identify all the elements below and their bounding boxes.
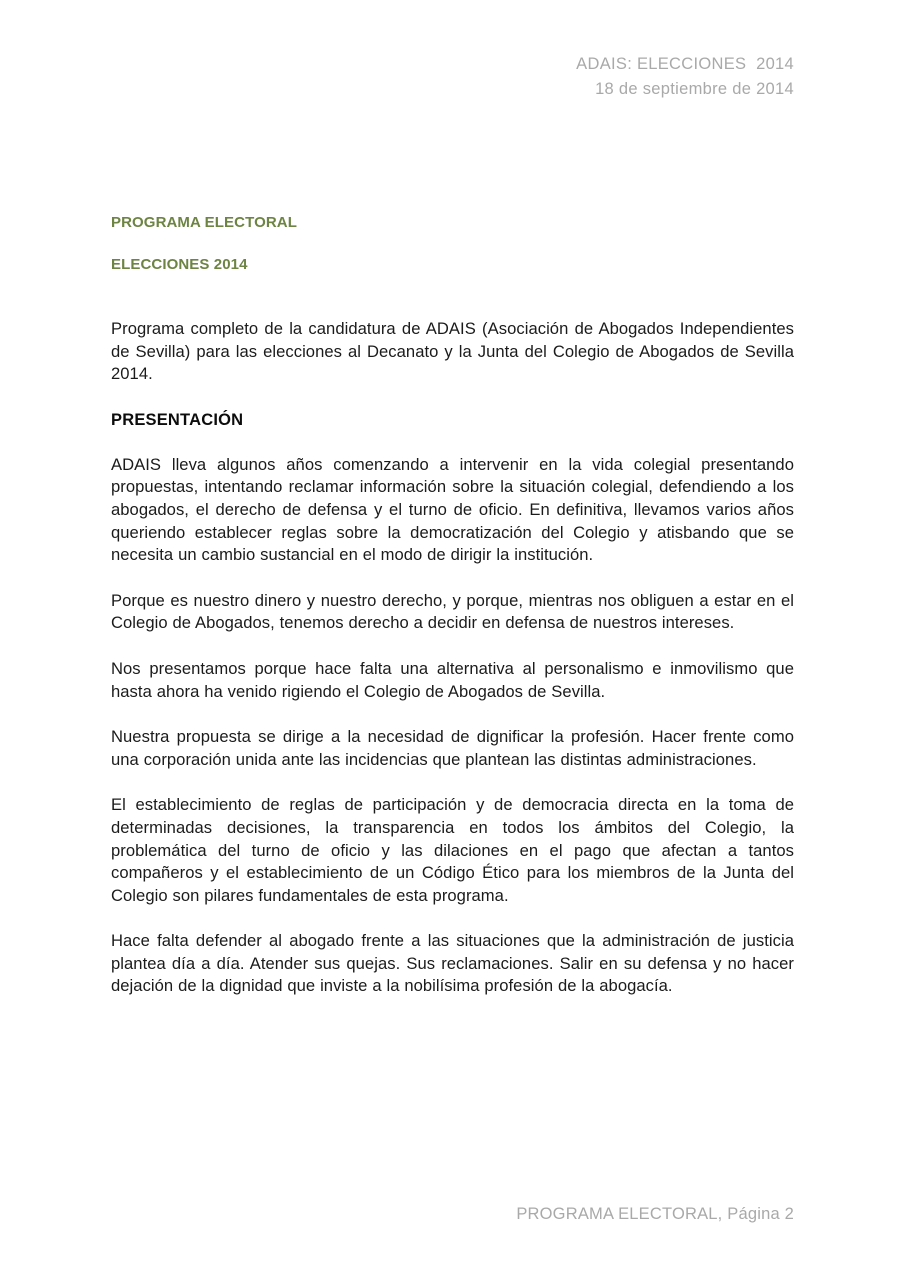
page-footer: PROGRAMA ELECTORAL, Página 2: [516, 1205, 794, 1223]
page-header: [111, 52, 794, 102]
body-paragraph-1: ADAIS lleva algunos años comenzando a intervenir en la vida colegial presentando propuestas, intentando reclamar información sobre la situación colegial, defendiendo a los abogados, el derecho de defensa y el turno de oficio. En definitiva, llevamos varios años queriendo establecer reglas sobre la democratización del Colegio y atisbando que se necesita un cambio sustancial en el modo de dirigir la institución.: [111, 454, 794, 565]
header-line-title: ADAIS: ELECCIONES 2014: [576, 55, 794, 73]
section-heading-presentacion: PRESENTACIÓN: [111, 410, 244, 429]
intro-paragraph: Programa completo de la candidatura de ADAIS (Asociación de Abogados Independientes de Sevilla) para las elecciones al Decanato y la Junta del Colegio de Abogados de Sevilla 2014.: [111, 319, 794, 384]
header-line-date: 18 de septiembre de 2014: [595, 80, 794, 98]
body-paragraph-5: El establecimiento de reglas de participación y de democracia directa en la toma de determinadas decisiones, la transparencia en todos los ámbitos del Colegio, la problemática del turno de oficio y las dilaciones en el pago que afectan a tantos compañeros y el establecimiento de un Código Ético para los miembros de la Junta del Colegio son pilares fundamentales de esta programa.: [111, 795, 794, 905]
document-body: [111, 213, 794, 998]
body-paragraph-6: Hace falta defender al abogado frente a las situaciones que la administración de justicia plantea día a día. Atender sus quejas. Sus reclamaciones. Salir en su defensa y no hacer dejación de la dignidad que inviste a la nobilísima profesión de la abogacía.: [111, 931, 794, 996]
body-paragraph-2: Porque es nuestro dinero y nuestro derecho, y porque, mientras nos obliguen a estar en el Colegio de Abogados, tenemos derecho a decidir en defensa de nuestros intereses.: [111, 590, 794, 633]
page-subtitle: ELECCIONES 2014: [111, 256, 248, 273]
body-paragraph-3: Nos presentamos porque hace falta una alternativa al personalismo e inmovilismo que hasta ahora ha venido rigiendo el Colegio de Abogados de Sevilla.: [111, 658, 794, 701]
body-paragraph-4: Nuestra propuesta se dirige a la necesidad de dignificar la profesión. Hacer frente como una corporación unida ante las incidencias que plantean las distintas administraciones.: [111, 727, 794, 769]
page-title: PROGRAMA ELECTORAL: [111, 214, 297, 231]
